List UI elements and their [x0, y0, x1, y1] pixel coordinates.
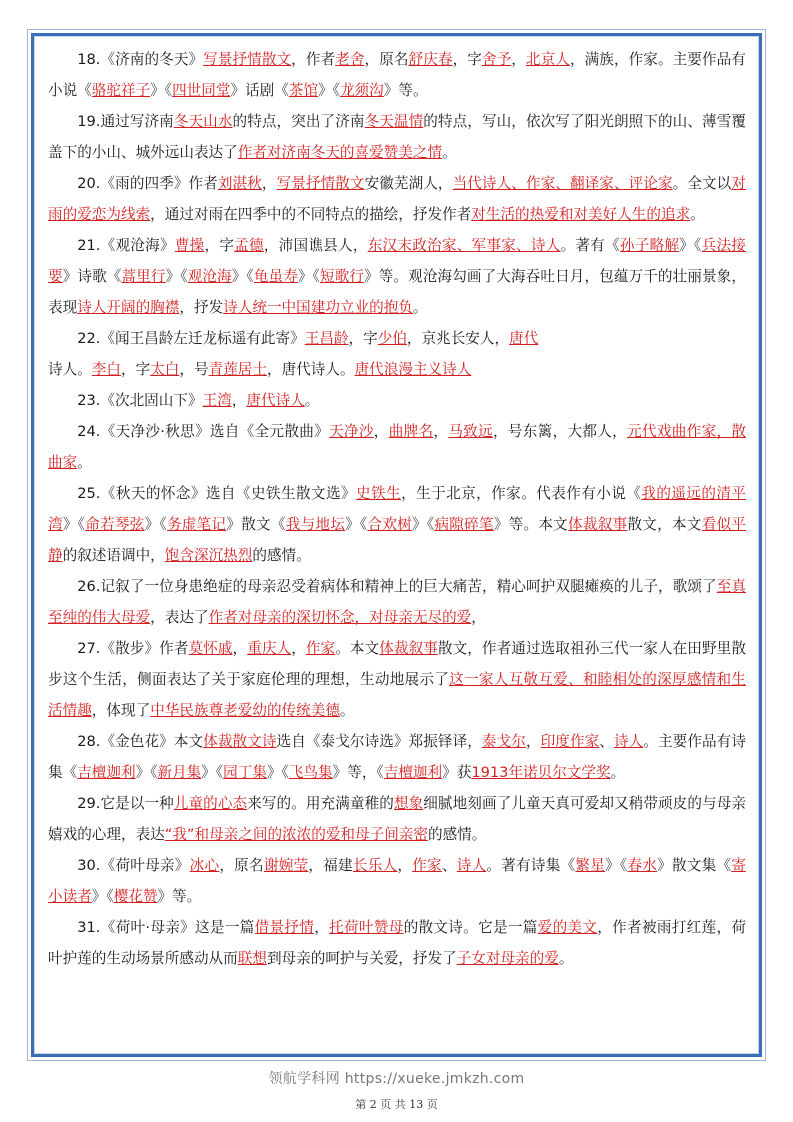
- text-segment: 》《: [165, 268, 188, 285]
- text-segment: 、: [599, 733, 614, 750]
- underlined-answer: 龟虽寿: [253, 268, 298, 285]
- paragraph-p30: [48, 850, 746, 912]
- underlined-answer: 孟德: [234, 237, 264, 254]
- underlined-answer: 短歌行: [320, 268, 365, 285]
- text-segment: 的特点，突出了济南: [232, 113, 365, 130]
- underlined-answer: 诗人: [456, 857, 487, 874]
- text-segment: ，通过对雨在四季中的不同特点的描绘，抒发作者: [150, 206, 472, 223]
- underlined-answer: 命若琴弦: [85, 516, 145, 533]
- underlined-answer: 马致远: [448, 423, 494, 440]
- underlined-answer: 唐代: [509, 330, 539, 347]
- text-segment: ，: [397, 857, 413, 874]
- text-segment: 。: [690, 206, 705, 223]
- underlined-answer: 舍予: [481, 51, 512, 68]
- text-segment: 27.《散步》作者: [77, 640, 189, 657]
- text-segment: 》《: [135, 764, 158, 781]
- underlined-answer: 吉檀迦利: [383, 764, 443, 781]
- text-segment: 》散文《: [226, 516, 286, 533]
- text-segment: 。: [304, 392, 320, 409]
- text-segment: ，京兆长安人，: [406, 330, 510, 347]
- underlined-answer: 印度作家: [540, 733, 600, 750]
- text-segment: 》获: [442, 764, 472, 781]
- underlined-answer: 这一家人互敬互爱、和睦相处的深厚感情和生活情趣: [48, 671, 746, 719]
- underlined-answer: 北京人: [525, 51, 570, 68]
- text-segment: 24.《天净沙·秋思》选自《全元散曲》: [77, 423, 330, 440]
- text-segment: ，: [314, 919, 330, 936]
- underlined-answer: 作者对母亲的深切怀念，对母亲无尽的爱: [208, 609, 472, 626]
- underlined-answer: 冬天山水: [173, 113, 233, 130]
- underlined-answer: 舒庆春: [408, 51, 453, 68]
- text-segment: 25.《秋天的怀念》选自《史铁生散文选》: [77, 485, 357, 502]
- text-segment: 》《: [150, 82, 173, 99]
- underlined-answer: 寄小读者: [48, 857, 746, 905]
- text-segment: 23.《次北固山下》: [77, 392, 203, 409]
- underlined-answer: 写景抒情散文: [203, 51, 292, 68]
- text-segment: 》诗歌《: [62, 268, 122, 285]
- underlined-answer: 吉檀迦利: [77, 764, 136, 781]
- underlined-answer: 天净沙: [329, 423, 374, 440]
- underlined-answer: 合欢树: [367, 516, 413, 533]
- text-segment: 。: [610, 764, 626, 781]
- underlined-answer: 作家: [412, 857, 442, 874]
- text-segment: ，: [471, 609, 486, 626]
- underlined-answer: 刘湛秋: [217, 175, 262, 192]
- text-segment: 》等。: [157, 888, 202, 905]
- paragraph-p25: [48, 478, 746, 571]
- paragraph-p21: [48, 230, 746, 323]
- text-segment: 》话剧《: [230, 82, 289, 99]
- underlined-answer: 蒿里行: [121, 268, 166, 285]
- text-segment: 的叙述语调中，: [62, 547, 165, 564]
- underlined-answer: 中华民族尊老爱幼的传统美德: [150, 702, 340, 719]
- text-segment: ，作者被雨打红莲，荷叶护莲的生动场景所感动从而: [48, 919, 746, 967]
- underlined-answer: 兵法接要: [48, 237, 746, 285]
- paragraph-p22b: [48, 354, 746, 385]
- underlined-answer: 联想: [237, 950, 267, 967]
- underlined-answer: 孙子略解: [619, 237, 680, 254]
- text-segment: 。: [412, 299, 428, 316]
- text-segment: 》等。本文: [493, 516, 569, 533]
- underlined-answer: 园丁集: [223, 764, 267, 781]
- text-segment: 》《: [266, 764, 289, 781]
- underlined-answer: 冬天温情: [364, 113, 424, 130]
- underlined-answer: 谢婉莹: [263, 857, 309, 874]
- text-segment: ，: [232, 640, 248, 657]
- underlined-answer: 飞鸟集: [288, 764, 333, 781]
- text-segment: 》《: [297, 268, 320, 285]
- text-segment: ，号东篱，大都人，: [493, 423, 628, 440]
- text-segment: 散文，作者通过选取祖孙三代一家人在田野里散步这个生活，侧面表达了关于家庭伦理的理想，生动地展示了: [48, 640, 746, 688]
- text-segment: ，生于北京，作家。代表作有小说《: [401, 485, 642, 502]
- text-segment: 。全文以: [672, 175, 732, 192]
- underlined-answer: 观沧海: [187, 268, 232, 285]
- text-segment: 诗人。: [48, 361, 92, 378]
- paragraph-p23: [48, 385, 746, 416]
- paragraph-p28: [48, 726, 746, 788]
- underlined-answer: 李白: [91, 361, 121, 378]
- underlined-answer: 青莲居士: [208, 361, 267, 378]
- text-segment: 26.记叙了一位身患绝症的母亲忍受着病体和精神上的巨大痛苦，精心呵护双腿瘫痪的儿子，歌颂了: [77, 578, 717, 595]
- footer-page-number: 第 2 页 共 13 页: [355, 1098, 438, 1111]
- text-segment: 安徽芜湖人，: [364, 175, 453, 192]
- underlined-answer: 至真至纯的伟大母爱: [48, 578, 746, 626]
- text-segment: ，: [231, 392, 247, 409]
- text-segment: 》等，《: [332, 764, 384, 781]
- text-segment: ，: [261, 175, 277, 192]
- underlined-answer: 少伯: [377, 330, 407, 347]
- underlined-answer: 看似平静: [48, 516, 746, 564]
- text-segment: 》《: [144, 516, 167, 533]
- text-segment: 。: [558, 950, 574, 967]
- underlined-answer: 饱含深沉热烈: [164, 547, 253, 564]
- document-body: [48, 44, 746, 974]
- text-segment: ，: [525, 733, 541, 750]
- underlined-answer: 对生活的热爱和对美好人生的追求: [471, 206, 691, 223]
- underlined-answer: 莫怀戚: [188, 640, 233, 657]
- text-segment: ，字: [121, 361, 151, 378]
- underlined-answer: 骆驼祥子: [91, 82, 151, 99]
- underlined-answer: 泰戈尔: [481, 733, 526, 750]
- underlined-answer: 写景抒情散文: [276, 175, 365, 192]
- text-segment: 的散文诗。它是一篇: [403, 919, 538, 936]
- underlined-answer: “我”和母亲之间的浓浓的爱和母子间亲密: [164, 826, 428, 843]
- text-segment: 。著有《: [560, 237, 620, 254]
- underlined-answer: 春水: [627, 857, 658, 874]
- text-segment: 》《: [605, 857, 628, 874]
- text-segment: ，抒发: [179, 299, 224, 316]
- text-segment: ，体现了: [91, 702, 151, 719]
- paragraph-p20: [48, 168, 746, 230]
- text-segment: 》《: [231, 268, 254, 285]
- underlined-answer: 诗人统一中国建功立业的抱负: [223, 299, 413, 316]
- text-segment: 到母亲的呵护与关爱，抒发了: [266, 950, 457, 967]
- text-segment: 散文，本文: [627, 516, 702, 533]
- text-segment: 21.《观沧海》: [77, 237, 175, 254]
- underlined-answer: 我的遥远的清平湾: [48, 485, 746, 533]
- text-segment: ，作者: [291, 51, 336, 68]
- paragraph-p24: [48, 416, 746, 478]
- text-segment: 。本文: [335, 640, 380, 657]
- underlined-answer: 唐代诗人: [246, 392, 305, 409]
- underlined-answer: 务虚笔记: [167, 516, 227, 533]
- text-segment: 》《: [345, 516, 368, 533]
- text-segment: ，原名: [364, 51, 409, 68]
- paragraph-p31: [48, 912, 746, 974]
- text-segment: ，字: [204, 237, 235, 254]
- underlined-answer: 1913年诺贝尔文学奖: [471, 764, 611, 781]
- footer-site-watermark: 领航学科网 https://xueke.jmkzh.com: [268, 1071, 525, 1087]
- text-segment: 20.《雨的四季》作者: [77, 175, 218, 192]
- paragraph-p29: [48, 788, 746, 850]
- text-segment: 的感情。: [427, 826, 487, 843]
- text-segment: 、: [441, 857, 457, 874]
- underlined-answer: 当代诗人、作家、翻译家、评论家: [452, 175, 673, 192]
- text-segment: ，福建: [308, 857, 353, 874]
- text-segment: 》《: [679, 237, 702, 254]
- text-segment: 19.通过写济南: [77, 113, 174, 130]
- underlined-answer: 东汉末政治家、军事家、诗人: [367, 237, 561, 254]
- paragraph-p27: [48, 633, 746, 726]
- text-segment: 。: [339, 702, 355, 719]
- paragraph-p19: [48, 106, 746, 168]
- text-segment: 细腻地刻画了儿童天真可爱却又稍带顽皮的与母亲嬉戏的心理，表达: [48, 795, 746, 843]
- text-segment: 》《: [412, 516, 435, 533]
- underlined-answer: 作者对济南冬天的喜爱赞美之情: [237, 144, 443, 161]
- underlined-answer: 作家: [305, 640, 336, 657]
- underlined-answer: 王昌龄: [304, 330, 349, 347]
- underlined-answer: 体裁叙事: [379, 640, 438, 657]
- underlined-answer: 老舍: [335, 51, 365, 68]
- underlined-answer: 曹操: [174, 237, 205, 254]
- text-segment: 选自《泰戈尔诗选》郑振铎译，: [276, 733, 482, 750]
- text-segment: 》《: [201, 764, 224, 781]
- text-segment: 。主要作品有诗集《: [48, 733, 746, 781]
- text-segment: ，: [373, 423, 389, 440]
- underlined-answer: 唐代浪漫主义诗人: [354, 361, 472, 378]
- text-segment: 。著有诗集《: [486, 857, 576, 874]
- underlined-answer: 对雨的爱恋为线索: [48, 175, 746, 223]
- text-segment: 。: [77, 454, 92, 471]
- paragraph-p18: [48, 44, 746, 106]
- underlined-answer: 爱的美文: [537, 919, 598, 936]
- underlined-answer: 长乐人: [352, 857, 398, 874]
- text-segment: 》《: [62, 516, 86, 533]
- text-segment: ，唐代诗人。: [267, 361, 355, 378]
- underlined-answer: 樱花赞: [113, 888, 158, 905]
- text-segment: ，: [291, 640, 306, 657]
- paragraph-p22a: [48, 323, 746, 354]
- text-segment: ，号: [179, 361, 209, 378]
- text-segment: 29.它是以一种: [77, 795, 174, 812]
- underlined-answer: 借景抒情: [254, 919, 315, 936]
- paragraph-p26: [48, 571, 746, 633]
- text-segment: 31.《荷叶·母亲》这是一篇: [77, 919, 255, 936]
- text-segment: ，表达了: [150, 609, 209, 626]
- text-segment: 。: [442, 144, 457, 161]
- underlined-answer: 王湾: [202, 392, 232, 409]
- text-segment: 的特点，写山，依次写了阳光朗照下的山、薄雪覆盖下的小山、城外远山表达了: [48, 113, 746, 161]
- underlined-answer: 体裁叙事: [568, 516, 628, 533]
- underlined-answer: 托荷叶赞母: [329, 919, 404, 936]
- underlined-answer: 儿童的心态: [173, 795, 248, 812]
- underlined-answer: 新月集: [157, 764, 202, 781]
- text-segment: 》《: [91, 888, 114, 905]
- text-segment: ，: [433, 423, 449, 440]
- text-segment: 》等。观沧海勾画了大海吞吐日月，包蕴万千的壮丽景象，表现: [48, 268, 746, 316]
- text-segment: 的感情。: [252, 547, 311, 564]
- underlined-answer: 冰心: [189, 857, 220, 874]
- underlined-answer: 繁星: [575, 857, 606, 874]
- text-segment: ，沛国谯县人，: [263, 237, 368, 254]
- underlined-answer: 想象: [393, 795, 424, 812]
- text-segment: 来写的。用充满童稚的: [247, 795, 394, 812]
- underlined-answer: 曲牌名: [388, 423, 434, 440]
- underlined-answer: 诗人: [613, 733, 644, 750]
- underlined-answer: 茶馆: [288, 82, 319, 99]
- underlined-answer: 我与地坛: [285, 516, 346, 533]
- text-segment: 》散文集《: [657, 857, 732, 874]
- text-segment: 30.《荷叶母亲》: [77, 857, 190, 874]
- text-segment: 22.《闻王昌龄左迁龙标遥有此寄》: [77, 330, 305, 347]
- text-segment: 》等。: [383, 82, 428, 99]
- underlined-answer: 龙须沟: [339, 82, 384, 99]
- underlined-answer: 体裁散文诗: [203, 733, 277, 750]
- text-segment: ，字: [452, 51, 482, 68]
- underlined-answer: 病隙碎笔: [434, 516, 494, 533]
- underlined-answer: 四世同堂: [172, 82, 231, 99]
- underlined-answer: 史铁生: [356, 485, 402, 502]
- underlined-answer: 太白: [150, 361, 180, 378]
- underlined-answer: 诗人开阔的胸襟: [77, 299, 180, 316]
- text-segment: ，: [511, 51, 526, 68]
- underlined-answer: 子女对母亲的爱: [456, 950, 559, 967]
- text-segment: ，原名: [219, 857, 264, 874]
- text-segment: ，字: [348, 330, 378, 347]
- text-segment: ，满族，作家。主要作品有小说《: [48, 51, 746, 99]
- underlined-answer: 重庆人: [247, 640, 292, 657]
- underlined-answer: 元代戏曲作家，散曲家: [48, 423, 746, 471]
- text-segment: 28.《金色花》本文: [77, 733, 204, 750]
- text-segment: 》《: [318, 82, 340, 99]
- text-segment: 18.《济南的冬天》: [77, 51, 204, 68]
